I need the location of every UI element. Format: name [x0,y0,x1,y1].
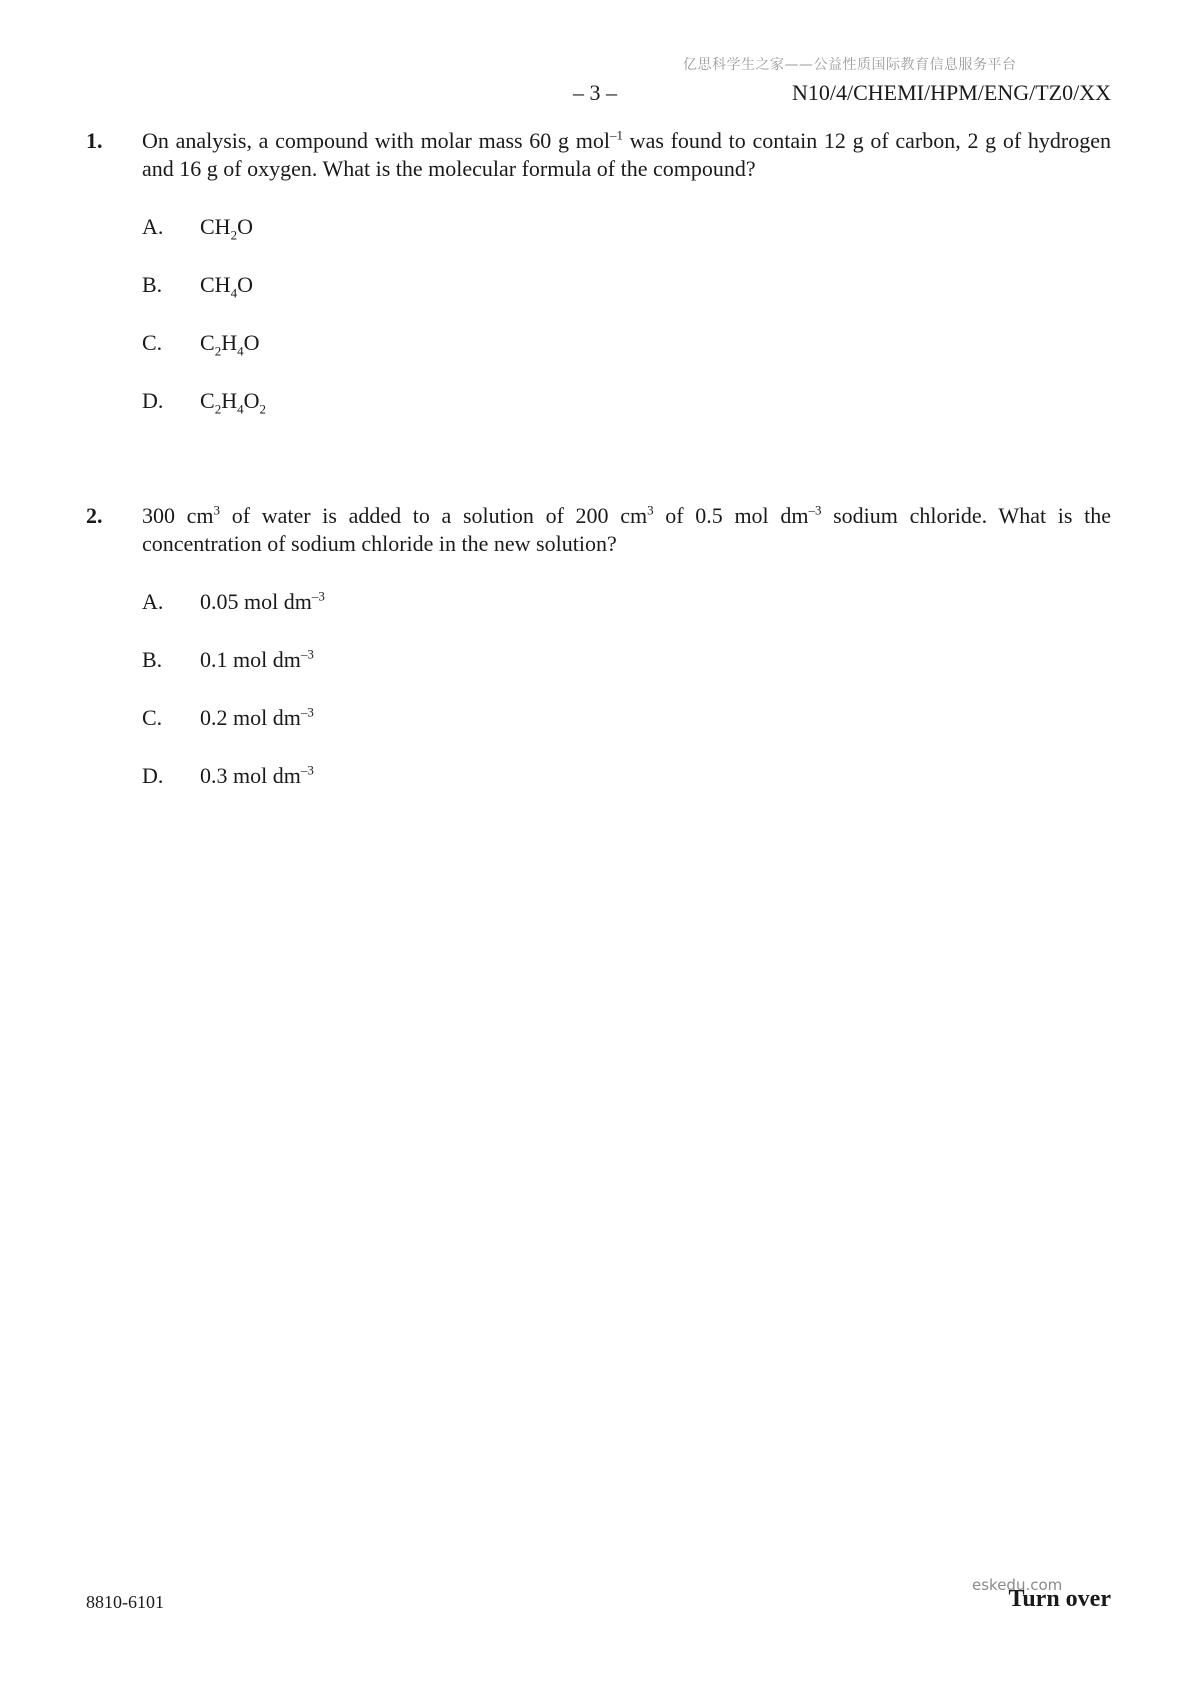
option-letter: C. [142,705,163,730]
question-number: 2. [86,503,103,528]
page-number: – 3 – [573,80,617,105]
option-value: 0.2 mol $dm^{-3}$ [200,704,314,730]
option-value: 0.05 mol $dm^{-3}$ [200,588,325,614]
option-c[interactable] [142,329,1111,387]
question-text: 300 $cm^3$ of water is added to a solution of 200 $cm^3$ of 0.5 mol $dm^{-3}$ sodium chloride. What is the concentration of sodium chloride in the new solution? [142,502,1111,556]
option-d[interactable] [142,387,1111,445]
footer-code: 8810-6101 [86,1592,164,1612]
question-text-part: On analysis, a compound with molar mass 60 g mol [142,128,610,153]
option-formula: $C_2H_4O$ [200,330,260,359]
question-text-part: was found to contain 12 g of carbon, 2 g of hydrogen and 16 g of oxygen. What is the molecular formula of the compound? [142,128,1112,181]
option-value: 0.1 mol $dm^{-3}$ [200,646,314,672]
option-formula: $CH_2O$ [200,214,253,243]
question-text [142,127,1111,183]
option-formula: $C_2H_4O_2$ [200,388,266,417]
options-list [142,213,1111,445]
paper-code: N10/4/CHEMI/HPM/ENG/TZ0/XX [792,80,1111,105]
superscript: –1 [609,127,623,143]
option-c[interactable] [142,704,1111,762]
footer-watermark: eskedu.com [972,1576,1063,1594]
option-a[interactable] [142,213,1111,271]
option-letter: B. [142,272,163,297]
question-1 [86,127,1111,445]
options-list [142,588,1111,820]
option-b[interactable] [142,271,1111,329]
question-number: 1. [86,128,103,153]
header-watermark: 亿思科学生之家——公益性质国际教育信息服务平台 [683,57,1017,73]
option-value: 0.3 mol $dm^{-3}$ [200,762,314,788]
option-letter: D. [142,388,164,413]
question-2 [86,502,1111,820]
option-letter: A. [142,214,164,239]
turn-over-label: Turn over [1008,1586,1111,1612]
option-b[interactable] [142,646,1111,704]
option-d[interactable] [142,762,1111,820]
option-letter: A. [142,589,164,614]
option-letter: D. [142,763,164,788]
option-a[interactable] [142,588,1111,646]
option-formula: $CH_4O$ [200,272,253,301]
option-letter: C. [142,330,163,355]
option-letter: B. [142,647,163,672]
